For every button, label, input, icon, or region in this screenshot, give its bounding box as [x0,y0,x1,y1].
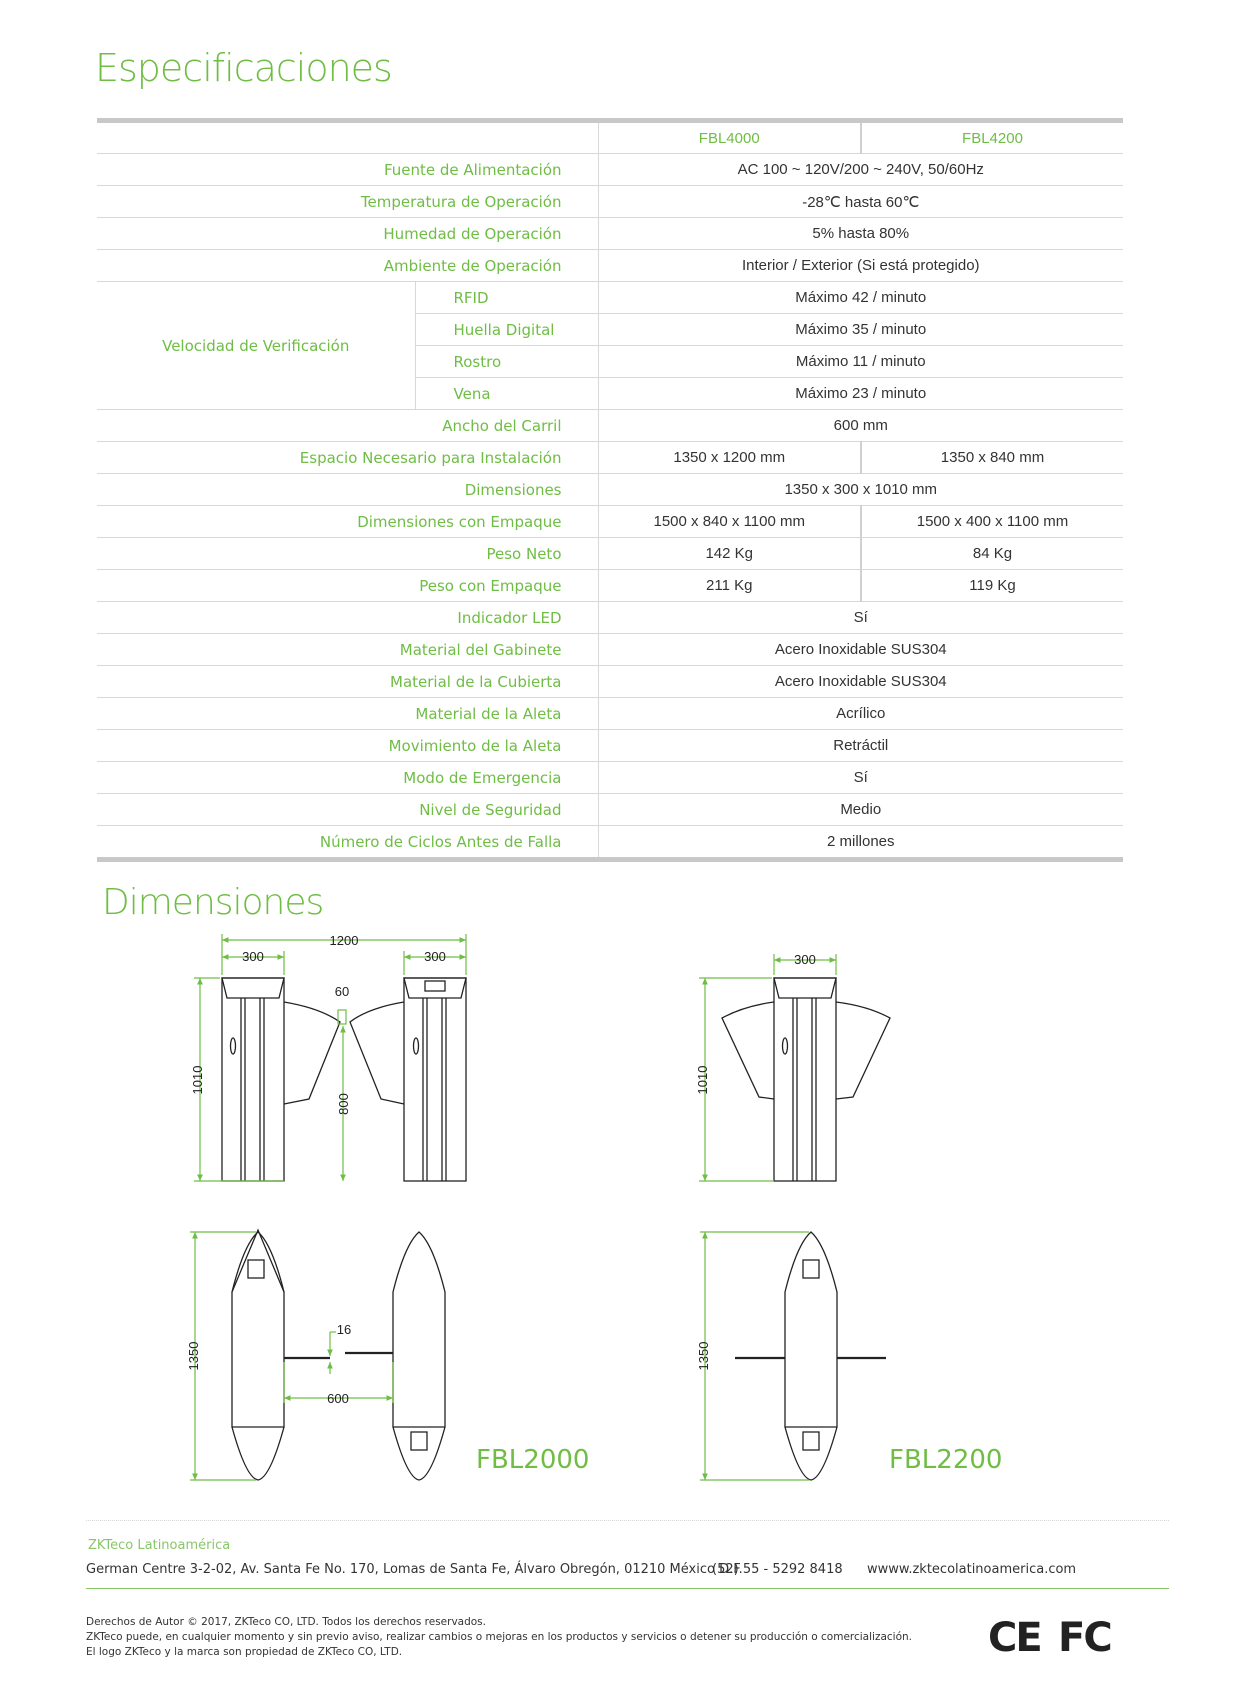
footer-divider [86,1520,1169,1521]
row-value: 1350 x 300 x 1010 mm [598,474,1123,506]
dim-800: 800 [336,1093,351,1115]
table-row [97,186,1123,218]
row-value-1: 1500 x 840 x 1100 mm [598,506,861,538]
dim-60: 60 [334,984,350,999]
table-row [97,410,1123,442]
row-label: Movimiento de la Aleta [97,730,598,762]
dim-300-right: 300 [424,949,446,964]
verification-sub: Rostro [415,346,598,378]
row-label: Espacio Necesario para Instalación [97,442,598,474]
row-label: Temperatura de Operación [97,186,598,218]
dim-300-fbl2200: 300 [794,952,816,967]
row-label: Peso con Empaque [97,570,598,602]
table-row [97,762,1123,794]
verification-sub: Huella Digital [415,314,598,346]
row-label: Indicador LED [97,602,598,634]
table-row [97,154,1123,186]
verification-label: Velocidad de Verificación [97,282,415,410]
row-value: AC 100 ~ 120V/200 ~ 240V, 50/60Hz [598,154,1123,186]
row-value: Máximo 11 / minuto [598,346,1123,378]
row-label: Material de la Cubierta [97,666,598,698]
fbl2000-top-dimensions [190,1232,393,1480]
row-value: Máximo 42 / minuto [598,282,1123,314]
legal-notice [86,1615,912,1660]
row-label: Nivel de Seguridad [97,794,598,826]
table-row [97,698,1123,730]
verification-sub: Vena [415,378,598,410]
model-header-1: FBL4000 [598,121,861,154]
dim-1350-fbl2200: 1350 [696,1341,711,1371]
row-label: Dimensiones [97,474,598,506]
model-header-2: FBL4200 [861,121,1123,154]
table-row [97,250,1123,282]
row-value: Medio [598,794,1123,826]
row-value-2: 119 Kg [861,570,1123,602]
dimension-drawings [0,920,1241,1500]
row-value: Retráctil [598,730,1123,762]
row-value-2: 1500 x 400 x 1100 mm [861,506,1123,538]
row-label: Fuente de Alimentación [97,154,598,186]
legal-line-2: ZKTeco puede, en cualquier momento y sin previo aviso, realizar cambios o mejoras en los productos y servicios o detener su producción o comercialización. [86,1631,912,1643]
footer-address: German Centre 3-2-02, Av. Santa Fe No. 170, Lomas de Santa Fe, Álvaro Obregón, 01210 México D.F. [86,1562,743,1577]
table-row [97,570,1123,602]
row-value: Acero Inoxidable SUS304 [598,666,1123,698]
fbl2000-top-view [232,1230,445,1480]
model-label-fbl2200: FBL2200 [889,1445,1003,1475]
row-label: Peso Neto [97,538,598,570]
row-value-1: 211 Kg [598,570,861,602]
spec-title: Especificaciones [95,46,392,90]
table-row [97,538,1123,570]
row-label: Ambiente de Operación [97,250,598,282]
row-value: Máximo 35 / minuto [598,314,1123,346]
table-row [97,442,1123,474]
row-label: Humedad de Operación [97,218,598,250]
fbl2200-front-view [722,978,890,1181]
dim-600: 600 [327,1391,349,1406]
table-header-row [97,121,1123,154]
row-value: 2 millones [598,826,1123,860]
row-label: Material de la Aleta [97,698,598,730]
row-label: Material del Gabinete [97,634,598,666]
dim-1350-fbl2000: 1350 [186,1341,201,1371]
dim-300-left: 300 [242,949,264,964]
row-value: -28℃ hasta 60℃ [598,186,1123,218]
footer-company: ZKTeco Latinoamérica [88,1538,231,1553]
row-value: Máximo 23 / minuto [598,378,1123,410]
verification-sub: RFID [415,282,598,314]
footer-phone: (52) 55 - 5292 8418 [712,1562,843,1577]
row-label: Modo de Emergencia [97,762,598,794]
dimensions-title: Dimensiones [102,882,324,923]
row-value: Interior / Exterior (Si está protegido) [598,250,1123,282]
table-row [97,218,1123,250]
table-row [97,506,1123,538]
table-row [97,666,1123,698]
fbl2200-top-dimensions [700,1232,809,1480]
row-value: Acrílico [598,698,1123,730]
row-label: Ancho del Carril [97,410,598,442]
spec-table [97,118,1123,862]
dim-1010-fbl2000: 1010 [190,1065,205,1095]
row-value-1: 142 Kg [598,538,861,570]
table-row [97,602,1123,634]
table-row [97,794,1123,826]
table-row [97,634,1123,666]
row-value: Acero Inoxidable SUS304 [598,634,1123,666]
footer-website[interactable]: wwww.zktecolatinoamerica.com [867,1562,1077,1577]
table-row [97,474,1123,506]
row-value: Sí [598,762,1123,794]
row-value-2: 84 Kg [861,538,1123,570]
model-label-fbl2000: FBL2000 [476,1445,590,1475]
table-row [97,730,1123,762]
fbl2200-top-view [735,1232,886,1480]
table-row [97,282,1123,314]
legal-line-1: Derechos de Autor © 2017, ZKTeco CO, LTD. Todos los derechos reservados. [86,1616,486,1628]
footer-green-rule [86,1588,1169,1589]
dim-1010-fbl2200: 1010 [695,1065,710,1095]
dim-16: 16 [336,1322,352,1337]
table-row [97,826,1123,860]
row-value: 600 mm [598,410,1123,442]
dim-1200: 1200 [329,933,359,948]
row-value-2: 1350 x 840 mm [861,442,1123,474]
legal-line-3: El logo ZKTeco y la marca son propiedad de ZKTeco CO, LTD. [86,1646,403,1658]
fcc-mark-icon: FC [1058,1615,1111,1661]
ce-mark-icon: CE [988,1615,1041,1661]
fbl2000-front-dimensions [194,934,466,1181]
row-value-1: 1350 x 1200 mm [598,442,861,474]
row-value: 5% hasta 80% [598,218,1123,250]
fbl2000-front-view [222,978,466,1181]
row-label: Número de Ciclos Antes de Falla [97,826,598,860]
row-value: Sí [598,602,1123,634]
row-label: Dimensiones con Empaque [97,506,598,538]
